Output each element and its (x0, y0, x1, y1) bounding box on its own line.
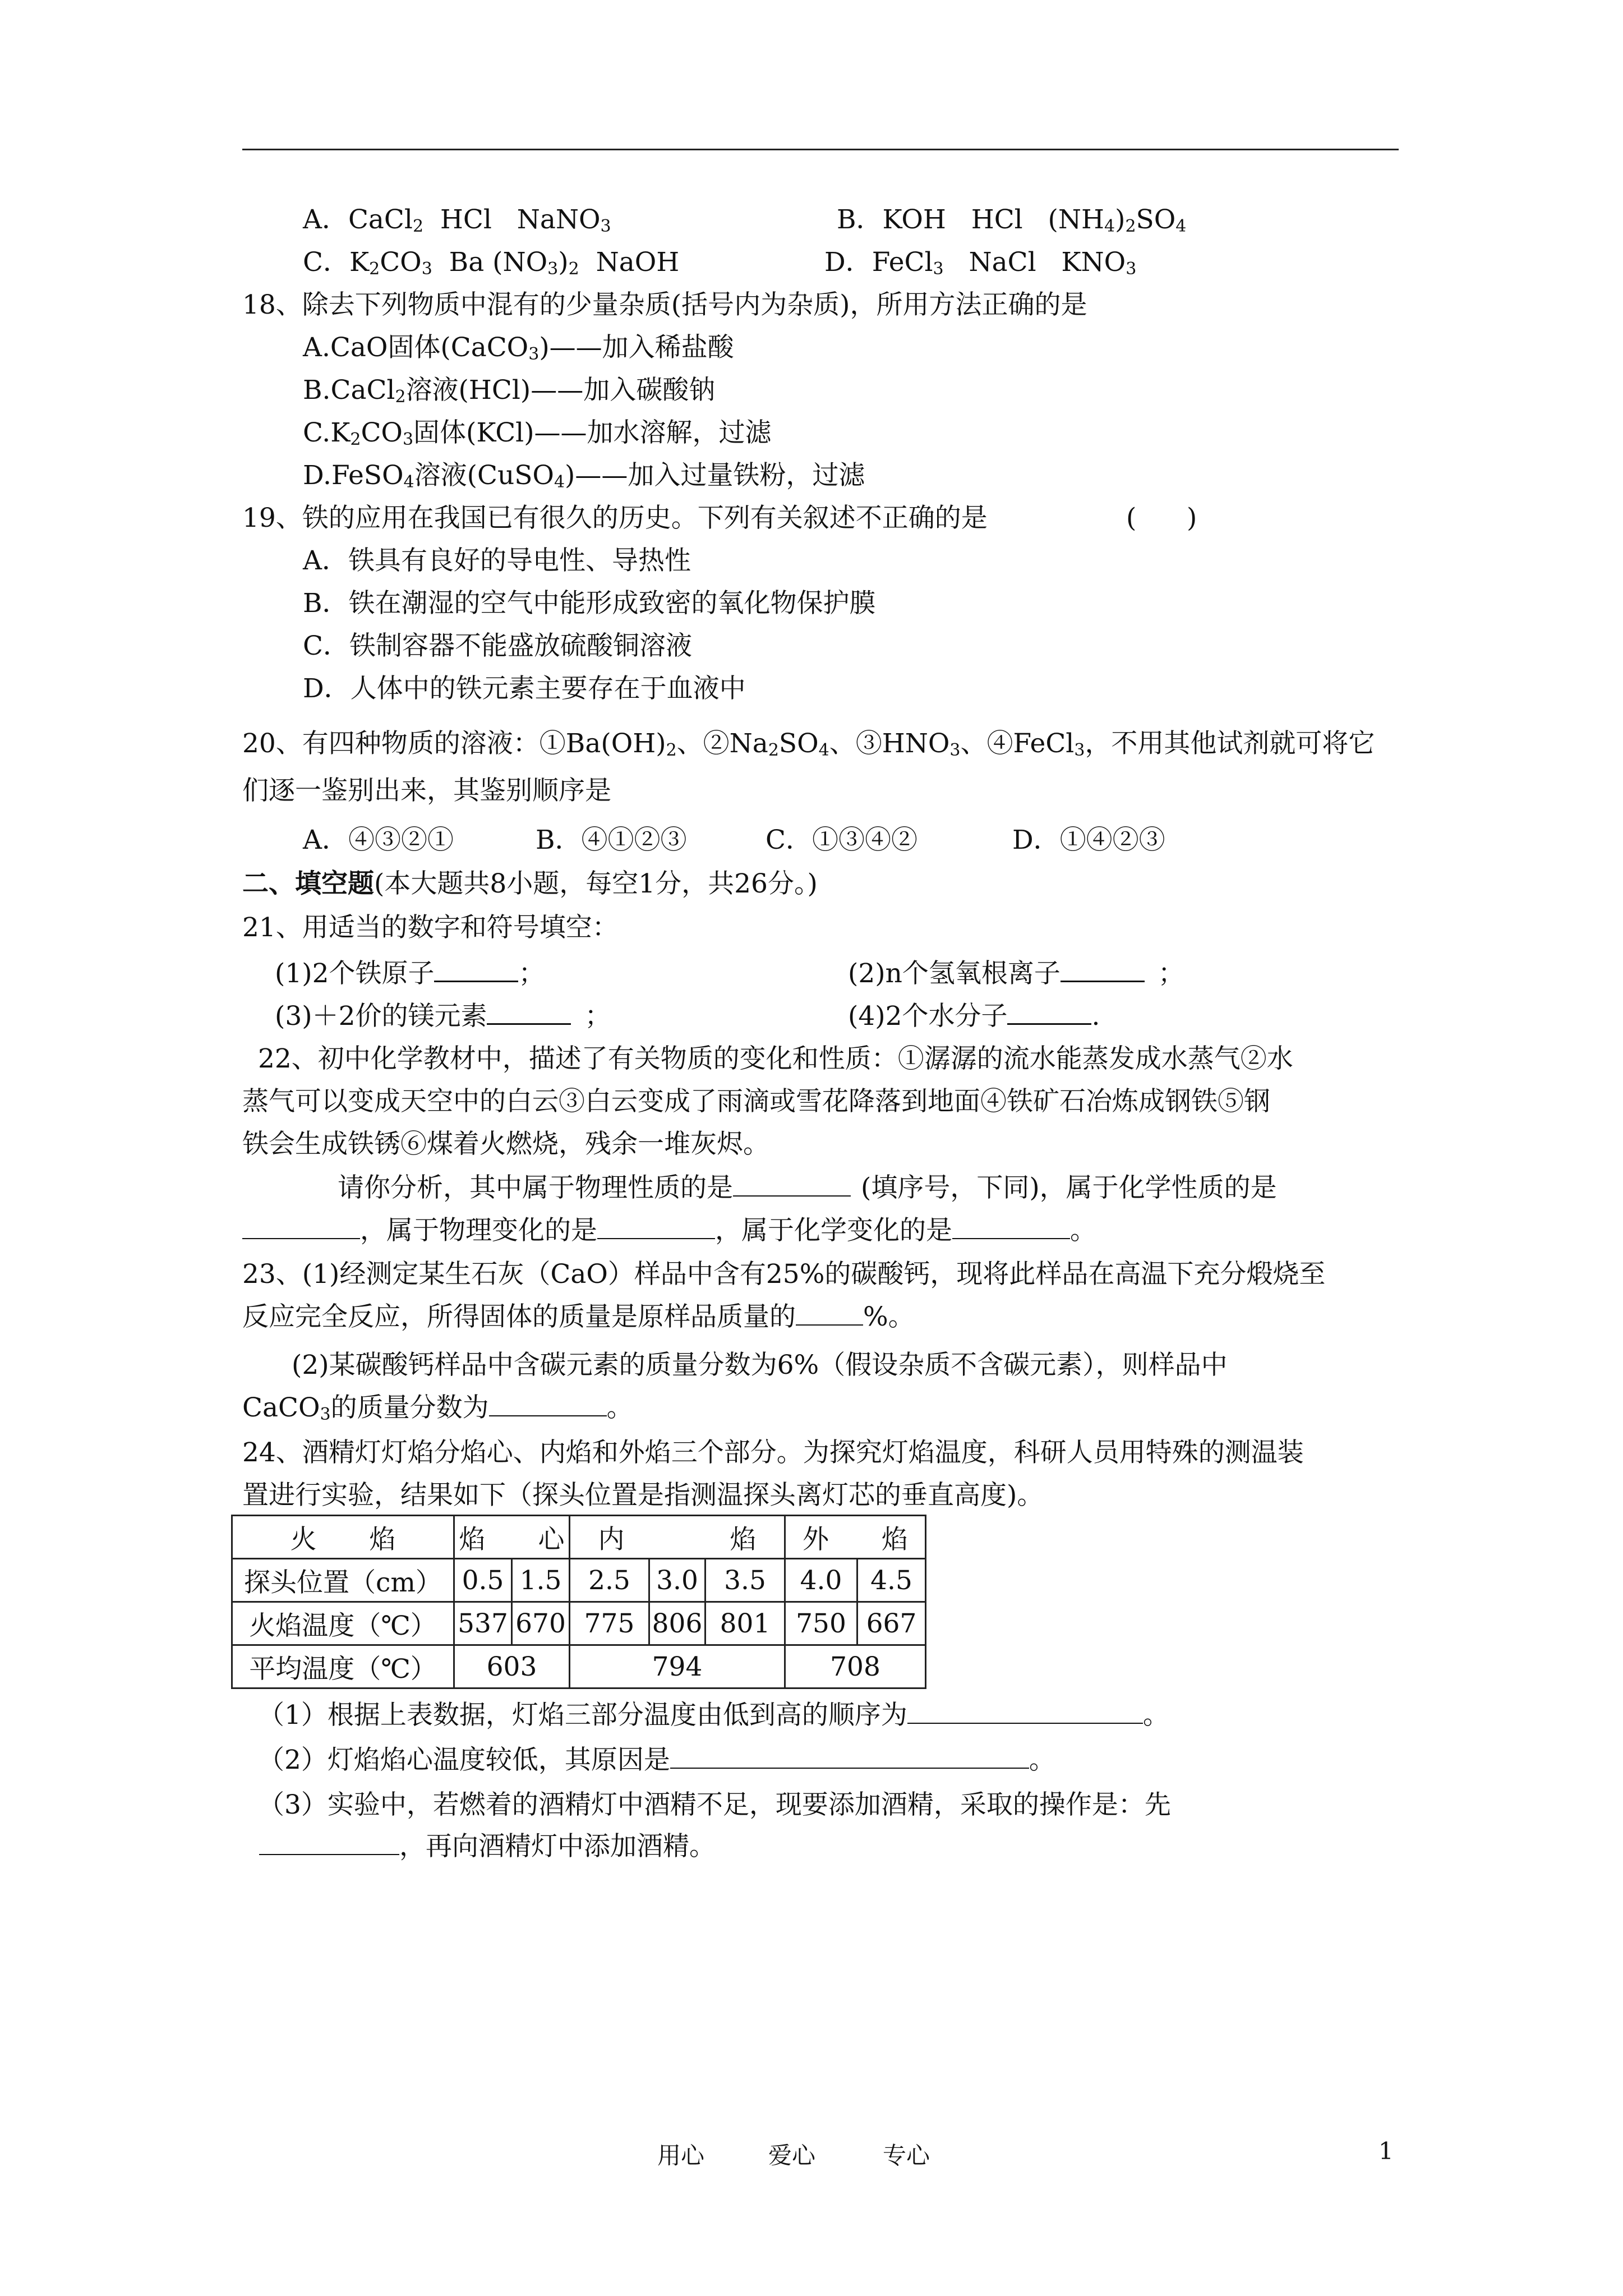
q24-line-1: 24、酒精灯灯焰分焰心、内焰和外焰三个部分。为探究灯焰温度，科研人员用特殊的测温装 (242, 1437, 1304, 1468)
q20-option-c: C．①③④② (766, 825, 917, 855)
table-header-cell: 外 焰 (785, 1516, 926, 1559)
q17-option-b: B．KOH HCl $(NH_4)_2SO_4$ (837, 204, 1187, 236)
answer-blank[interactable] (489, 1393, 607, 1416)
q21-stem: 21、用适当的数字和符号填空： (242, 912, 619, 943)
q22-line-2: 蒸气可以变成天空中的白云③白云变成了雨滴或雪花降落到地面④铁矿石冶炼成钢铁⑤钢 (242, 1086, 1270, 1117)
q20-line-1: 20、有四种物质的溶液：$①Ba(OH)_2$、$②Na_2SO_4$、$③HNO_3$、④FeCl$_3$，不用其他试剂就可将它 (242, 728, 1375, 760)
q18-option-b: B.CaCl$_2$溶液(HCl)——加入碳酸钠 (303, 375, 716, 407)
q24-sub-1: （1）根据上表数据，灯焰三部分温度由低到高的顺序为 。 (258, 1700, 1169, 1731)
q21-part-1: (1)2个铁原子 ； (275, 956, 545, 991)
q20-option-b: B．④①②③ (536, 825, 687, 855)
answer-blank[interactable] (670, 1745, 1029, 1769)
q17-option-d: D．FeCl$_3$ NaCl $KNO_3$ (824, 247, 1137, 279)
row-label: 探头位置（cm） (232, 1559, 454, 1602)
footer-motto-2: 爱心 (768, 2142, 816, 2169)
table-row (232, 1559, 926, 1602)
table-row (232, 1645, 926, 1688)
q19-option-c: C．铁制容器不能盛放硫酸铜溶液 (303, 631, 692, 661)
q22-line-5: ，属于物理变化的是 ，属于化学变化的是 。 (242, 1214, 1096, 1248)
section-heading: 二、填空题(本大题共8小题，每空1分，共26分。) (242, 868, 818, 899)
q24-sub-3: （3）实验中，若燃着的酒精灯中酒精不足，现要添加酒精，采取的操作是：先 (258, 1789, 1171, 1820)
q20-line-2: 们逐一鉴别出来，其鉴别顺序是 (242, 775, 611, 806)
answer-blank[interactable] (487, 999, 571, 1025)
q22-line-3: 铁会生成铁锈⑥煤着火燃烧，残余一堆灰烬。 (242, 1129, 769, 1159)
flame-temperature-table (231, 1515, 926, 1689)
q24-sub-4: ，再向酒精灯中添加酒精。 (259, 1830, 716, 1864)
table-cell: 4.5 (857, 1559, 926, 1602)
table-cell: 537 (454, 1602, 512, 1645)
table-cell: 806 (649, 1602, 706, 1645)
answer-blank[interactable] (733, 1173, 851, 1197)
q21-part-3: (3)＋2价的镁元素 ； (275, 999, 611, 1033)
table-cell: 603 (454, 1645, 570, 1688)
q23-line-2: 反应完全反应，所得固体的质量是原样品质量的 %。 (242, 1301, 915, 1332)
table-cell: 801 (706, 1602, 785, 1645)
q17-option-a: A．CaCl$_2$ HCl NaNO$_3$ (303, 204, 611, 236)
q23-line-3: (2)某碳酸钙样品中含碳元素的质量分数为6%（假设杂质不含碳元素），则样品中 (292, 1350, 1228, 1381)
table-cell: 667 (857, 1602, 926, 1645)
table-cell: 794 (570, 1645, 785, 1688)
page-number: 1 (1378, 2137, 1394, 2165)
q24-sub-2: （2）灯焰焰心温度较低，其原因是 。 (258, 1745, 1055, 1775)
table-cell: 4.0 (785, 1559, 857, 1602)
q18-stem: 18、除去下列物质中混有的少量杂质(括号内为杂质)，所用方法正确的是 (242, 289, 1087, 320)
q22-line-1: 22、初中化学教材中，描述了有关物质的变化和性质：①潺潺的流水能蒸发成水蒸气②水 (258, 1043, 1293, 1074)
answer-blank[interactable] (242, 1216, 360, 1239)
footer-motto-3: 专心 (883, 2142, 930, 2169)
table-cell: 775 (570, 1602, 649, 1645)
row-label: 平均温度（℃） (232, 1645, 454, 1688)
q18-option-a: A.CaO固体(CaCO$_3$)——加入稀盐酸 (303, 332, 734, 364)
q18-option-d: D.FeSO$_4$溶液(CuSO$_4$)——加入过量铁粉，过滤 (303, 460, 865, 492)
q22-line-4: 请你分析，其中属于物理性质的是 (填序号，下同)，属于化学性质的是 (338, 1172, 1277, 1203)
q18-option-c: $C.K_2CO_3$固体(KCl)——加水溶解，过滤 (303, 417, 772, 449)
answer-blank[interactable] (597, 1216, 715, 1239)
answer-blank[interactable] (952, 1216, 1070, 1239)
row-label: 火焰温度（℃） (232, 1602, 454, 1645)
answer-blank[interactable] (1007, 999, 1091, 1025)
answer-blank[interactable] (434, 956, 518, 982)
table-row (232, 1602, 926, 1645)
q23-line-1: 23、(1)经测定某生石灰（CaO）样品中含有25%的碳酸钙，现将此样品在高温下充分煅烧至 (242, 1259, 1326, 1290)
table-header-row (232, 1516, 926, 1559)
q19-answer-paren: ( ) (1126, 503, 1197, 533)
table-cell: 1.5 (512, 1559, 570, 1602)
q19-option-d: D．人体中的铁元素主要存在于血液中 (303, 673, 746, 704)
table-header-cell: 焰 心 (454, 1516, 570, 1559)
table-cell: 0.5 (454, 1559, 512, 1602)
q24-line-2: 置进行实验，结果如下（探头位置是指测温探头离灯芯的垂直高度)。 (242, 1480, 1044, 1511)
answer-blank[interactable] (259, 1832, 399, 1855)
table-cell: 2.5 (570, 1559, 649, 1602)
header-rule (242, 149, 1399, 150)
table-cell: 750 (785, 1602, 857, 1645)
table-cell: 3.0 (649, 1559, 706, 1602)
q21-part-2: (2)n个氢氧根离子 ； (848, 956, 1184, 991)
answer-blank[interactable] (1061, 956, 1145, 982)
answer-blank[interactable] (907, 1700, 1143, 1724)
q19-option-a: A．铁具有良好的导电性、导热性 (303, 545, 691, 576)
table-cell: 708 (785, 1645, 926, 1688)
answer-blank[interactable] (796, 1302, 863, 1326)
table-cell: 3.5 (706, 1559, 785, 1602)
q20-option-d: D．①④②③ (1012, 825, 1165, 855)
q17-option-c: C．$K_2CO_3$ Ba $(NO_3)_2$ NaOH (303, 247, 680, 279)
table-cell: 670 (512, 1602, 570, 1645)
q21-part-4: (4)2个水分子 . (848, 999, 1100, 1033)
table-header-cell: 火 焰 (232, 1516, 454, 1559)
table-header-cell: 内 焰 (570, 1516, 785, 1559)
q23-line-4: CaCO$_3$的质量分数为 。 (242, 1392, 633, 1424)
q19-option-b: B．铁在潮湿的空气中能形成致密的氧化物保护膜 (303, 588, 876, 619)
footer-motto-1: 用心 (657, 2142, 705, 2169)
q19-stem: 19、铁的应用在我国已有很久的历史。下列有关叙述不正确的是 (242, 503, 988, 533)
q20-option-a: A．④③②① (303, 825, 454, 855)
